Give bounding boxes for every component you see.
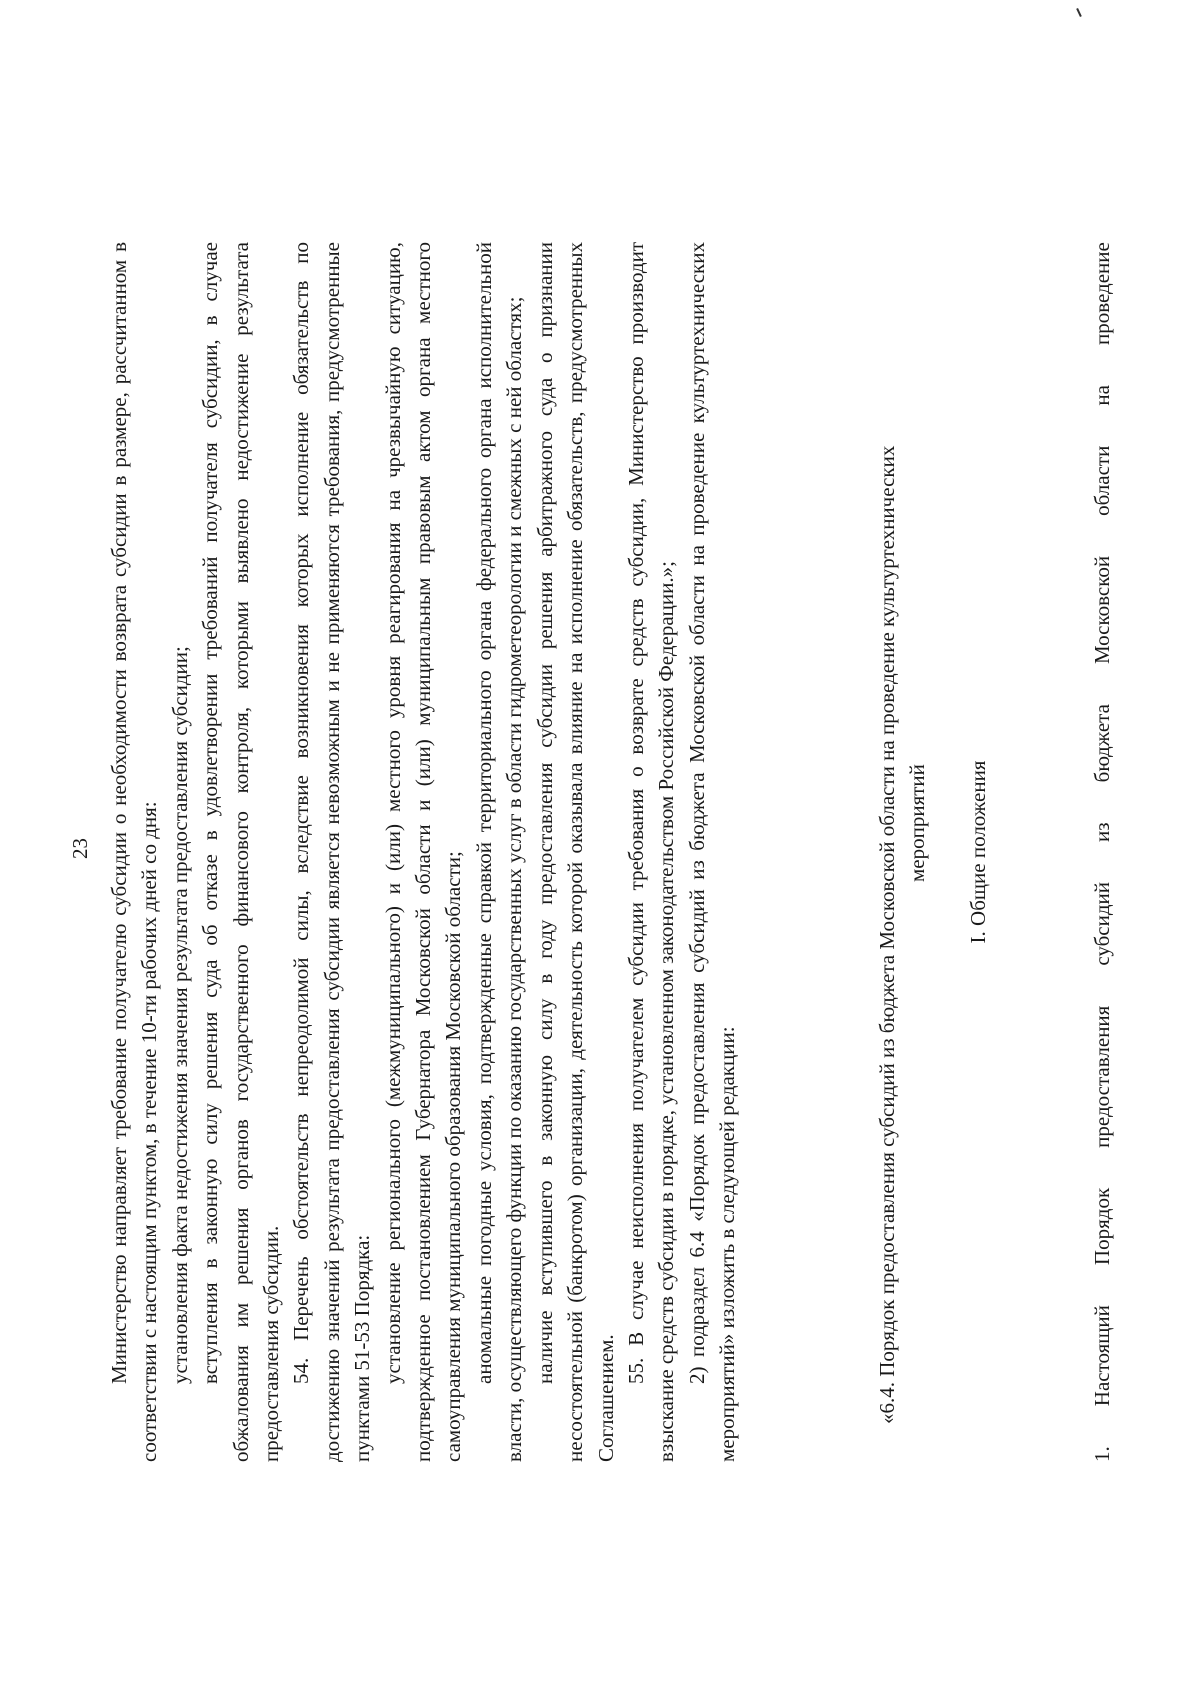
item-word: Московской [1090,555,1114,665]
paragraph-1: Министерство направляет требование получателю субсидии о необходимости возврата субсидии в размере, рассчитанном в соответствии с настоящим пунктом, в течение 10-ти рабочих дней со дня: [107,242,162,1462]
paragraph-2: установления факта недостижения значения результата предоставления субсидии; [167,646,192,1384]
section-heading: I. Общие положения [965,760,990,944]
paragraph-8: 55. В случае неисполнения получателем субсидии требования о возврате средств субсидии, Министерство производит взыскание средств субсидии в порядке, установленном законодательством Российской Федерации.»; [623,242,679,1462]
paragraph-3: вступления в законную силу решения суда об отказе в удовлетворении требований получателя субсидии, в случае обжалования им решения органов государственного финансового контроля, которыми выявлено недостижение результата предоставления субсидии. [198,242,284,1462]
item-word: из [1090,822,1114,842]
subsection-title-line-2: мероприятий [905,764,930,882]
item-word: Настоящий [1090,1305,1114,1407]
item-word: области [1090,445,1114,516]
paragraph-6: аномальные погодные условия, подтвержденные справкой территориального органа федерального органа исполнительной власти, осуществляющего функции по оказанию государственных услуг в области гидрометеорологии и смежных с ней областях; [471,242,527,1462]
paragraph-5: установление регионального (межмуниципального) и (или) местного уровня реагирования на чрезвычайную ситуацию, подтвержденное постановлением Губернатора Московской области и (или) муниципальным правовым актом органа местного самоуправления муниципального образования Московской области; [380,242,466,1462]
item-word: на [1090,385,1114,406]
item-word: предоставления [1090,1005,1114,1148]
item-word: бюджета [1090,704,1114,783]
item-word: Порядок [1090,1187,1114,1266]
paragraph-7: наличие вступившего в законную силу в году предоставления субсидии решения арбитражного суда о признании несостоятельной (банкротом) организации, деятельность которой оказывала влияние на исполнение обязательств, предусмотренных Соглашением. [532,242,618,1462]
paragraph-9: 2) подраздел 6.4 «Порядок предоставления субсидий из бюджета Московской области на проведение культуртехнических мероприятий» изложить в следующей редакции: [684,242,740,1462]
subsection-heading-block [872,242,993,1462]
paragraph-4: 54. Перечень обстоятельств непреодолимой силы, вследствие возникновения которых исполнение обязательств по достижению значений результата предоставления субсидии является невозможным и не применяются требования, предусмотренные пунктами 51-53 Порядка: [289,242,375,1462]
page-number: 23 [68,838,92,859]
subsection-title [872,242,933,1462]
document-body [104,242,743,1462]
item-word: субсидий [1090,881,1114,966]
numbered-item-1 [1087,242,1117,1462]
subsection-title-line-1: «6.4. Порядок предоставления субсидий из бюджета Московской области на проведение культуртехнических [875,445,899,1424]
item-word: проведение [1090,242,1114,346]
item-word: 1. [1090,1446,1114,1462]
